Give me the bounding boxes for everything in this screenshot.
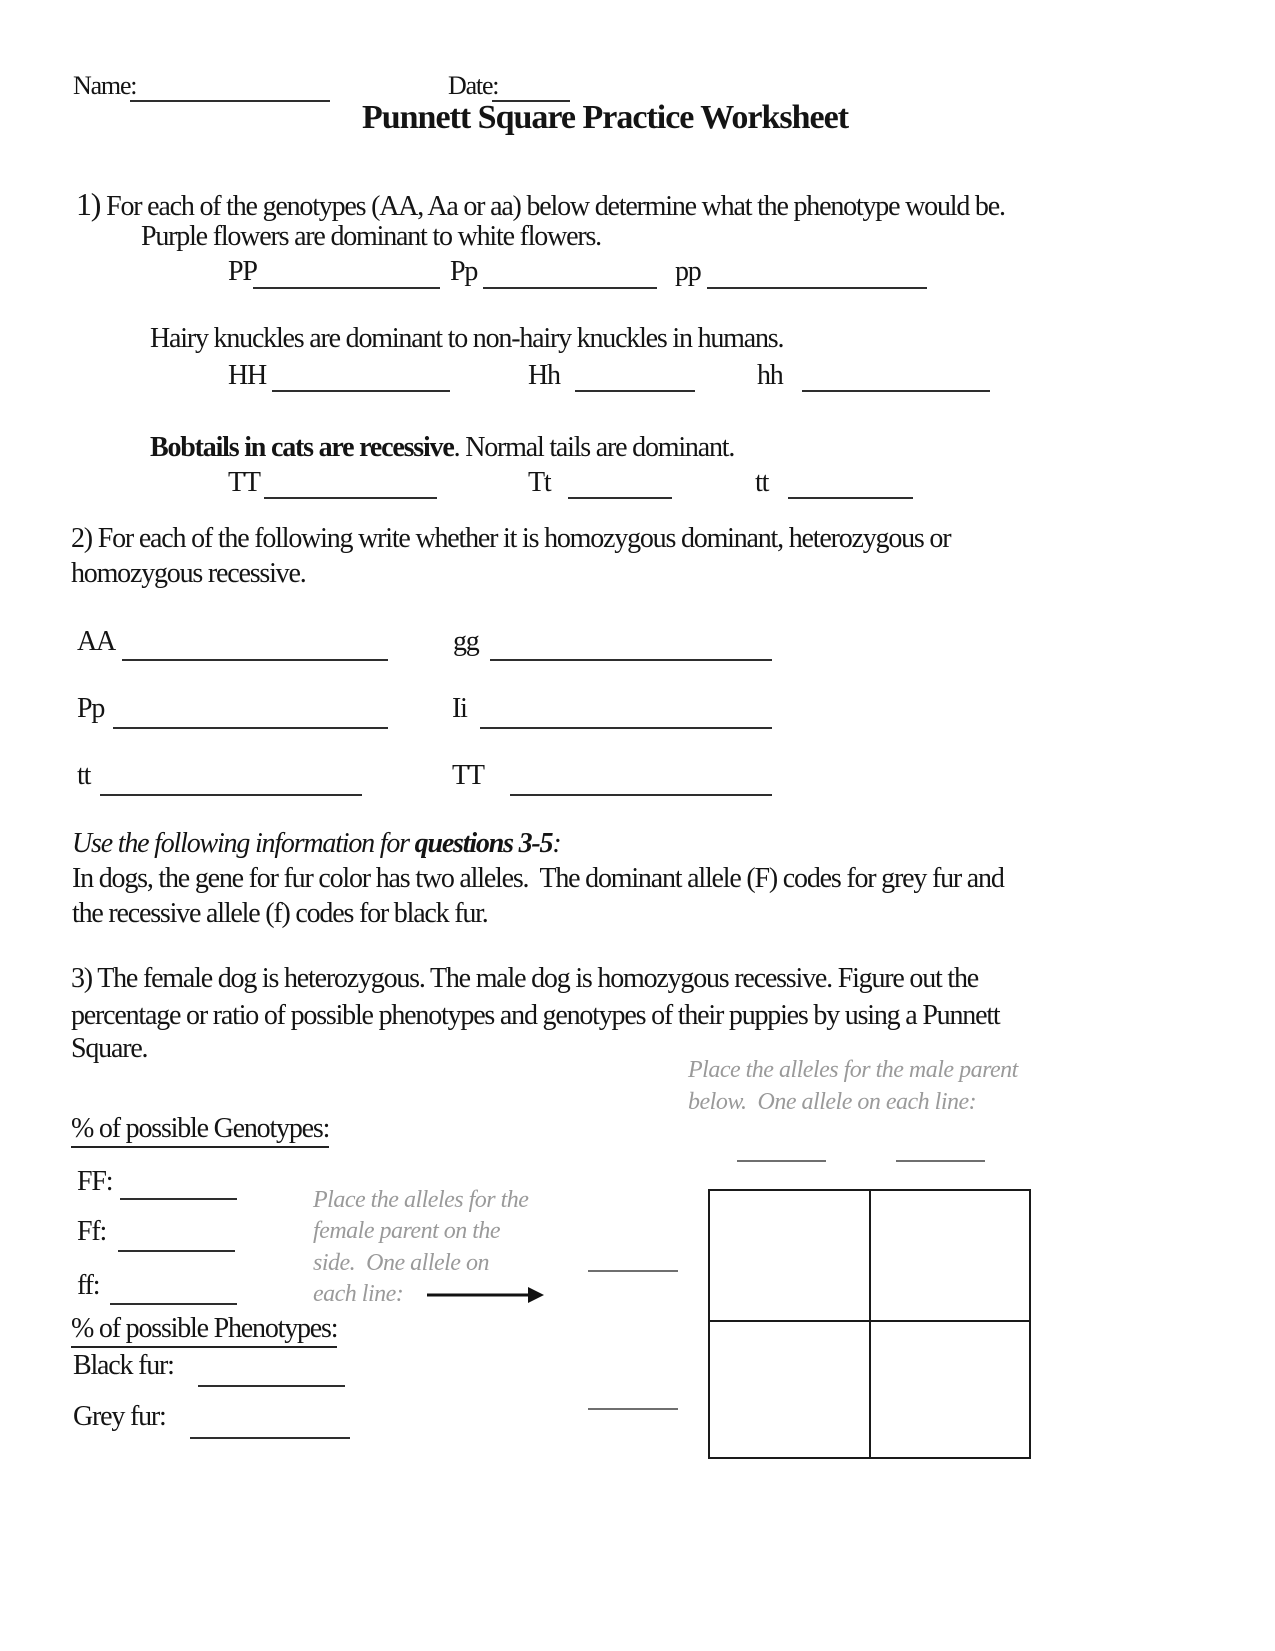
date-label: Date: [448, 71, 499, 100]
genotype-FF-label: FF: [77, 1166, 113, 1197]
male-parent-hint-line1: Place the alleles for the male parent [688, 1057, 1018, 1083]
male-parent-hint-line2: below. One allele on each line: [688, 1089, 977, 1115]
q3-line2: percentage or ratio of possible phenotypes and genotypes of their puppies by using a Punnett [71, 1000, 1000, 1031]
genotype-label-TT: TT [228, 467, 260, 498]
genotype-ff-label: ff: [77, 1270, 100, 1301]
genotype-label-tt: tt [755, 467, 769, 498]
phenotypes-heading: % of possible Phenotypes: [71, 1313, 337, 1348]
female-parent-hint-line1: Place the alleles for the [313, 1187, 529, 1213]
genotype-label-hh: hh [757, 360, 783, 391]
arrow-icon [425, 1284, 545, 1306]
phenotype-grey-blank[interactable] [190, 1437, 350, 1439]
genotype-label-pp: pp [675, 256, 701, 287]
q1-tails-intro-bold: Bobtails in cats are recessive [150, 432, 454, 463]
info-line2: the recessive allele (f) codes for black fur. [72, 898, 488, 929]
blank-tt[interactable] [788, 497, 913, 499]
blank-HH[interactable] [272, 390, 450, 392]
blank-PP[interactable] [253, 287, 440, 289]
punnett-cell-top-left[interactable] [710, 1191, 869, 1320]
male-allele-blank-2[interactable] [896, 1160, 985, 1162]
q2-blank-Ii[interactable] [480, 727, 772, 729]
blank-TT[interactable] [264, 497, 437, 499]
genotype-label-Hh: Hh [528, 360, 560, 391]
q1-flowers-intro: Purple flowers are dominant to white flowers. [141, 221, 601, 252]
q1-knuckles-intro: Hairy knuckles are dominant to non-hairy knuckles in humans. [150, 323, 784, 354]
female-parent-hint-line2: female parent on the [313, 1218, 501, 1244]
q2-label-gg: gg [453, 626, 479, 657]
genotype-Ff-label: Ff: [77, 1216, 107, 1247]
punnett-square [708, 1189, 1031, 1459]
punnett-cell-top-right[interactable] [870, 1191, 1029, 1320]
phenotype-grey-label: Grey fur: [73, 1401, 166, 1432]
blank-Tt[interactable] [568, 497, 672, 499]
q2-blank-tt[interactable] [100, 794, 362, 796]
q2-label-AA: AA [77, 626, 116, 657]
name-label: Name: [73, 71, 137, 100]
page-title: Punnett Square Practice Worksheet [361, 99, 849, 136]
genotype-label-Pp: Pp [450, 256, 478, 287]
q3-line3: Square. [71, 1033, 148, 1064]
q1-text: 1) For each of the genotypes (AA, Aa or aa) below determine what the phenotype would be. [76, 186, 1005, 222]
q2-label-TT: TT [452, 760, 484, 791]
q2-blank-TT[interactable] [510, 794, 772, 796]
q2-line1: 2) For each of the following write whether it is homozygous dominant, heterozygous or [71, 523, 951, 554]
female-allele-blank-1[interactable] [588, 1270, 678, 1272]
genotypes-heading: % of possible Genotypes: [71, 1113, 329, 1148]
q2-label-Pp: Pp [77, 693, 105, 724]
blank-Hh[interactable] [575, 390, 695, 392]
q2-blank-Pp[interactable] [113, 727, 388, 729]
female-parent-hint-line4: each line: [313, 1281, 404, 1307]
phenotype-black-label: Black fur: [73, 1350, 174, 1381]
q1-tails-intro: Bobtails in cats are recessive. Normal tails are dominant. [150, 432, 735, 463]
blank-pp[interactable] [707, 287, 927, 289]
q3-line1: 3) The female dog is heterozygous. The male dog is homozygous recessive. Figure out the [71, 963, 978, 994]
q2-label-tt: tt [77, 760, 91, 791]
male-allele-blank-1[interactable] [737, 1160, 826, 1162]
q1-number: 1) [76, 186, 101, 222]
genotype-Ff-blank[interactable] [118, 1250, 235, 1252]
genotype-label-HH: HH [228, 360, 267, 391]
info-heading: Use the following information for questions 3-5: [72, 828, 561, 859]
q2-line2: homozygous recessive. [71, 558, 306, 589]
info-line1: In dogs, the gene for fur color has two alleles. The dominant allele (F) codes for grey fur and [72, 863, 1004, 894]
punnett-cell-bottom-left[interactable] [710, 1322, 869, 1451]
info-heading-bold: questions 3-5 [414, 828, 553, 859]
genotype-label-PP: PP [228, 256, 257, 287]
q2-blank-AA[interactable] [122, 659, 388, 661]
blank-hh[interactable] [802, 390, 990, 392]
phenotype-black-blank[interactable] [198, 1385, 345, 1387]
female-parent-hint-line3: side. One allele on [313, 1250, 489, 1276]
blank-Pp[interactable] [483, 287, 657, 289]
genotype-ff-blank[interactable] [110, 1303, 237, 1305]
female-allele-blank-2[interactable] [588, 1408, 678, 1410]
q2-blank-gg[interactable] [490, 659, 772, 661]
genotype-label-Tt: Tt [528, 467, 551, 498]
punnett-cell-bottom-right[interactable] [870, 1322, 1029, 1451]
genotype-FF-blank[interactable] [120, 1198, 237, 1200]
q2-label-Ii: Ii [452, 693, 467, 724]
